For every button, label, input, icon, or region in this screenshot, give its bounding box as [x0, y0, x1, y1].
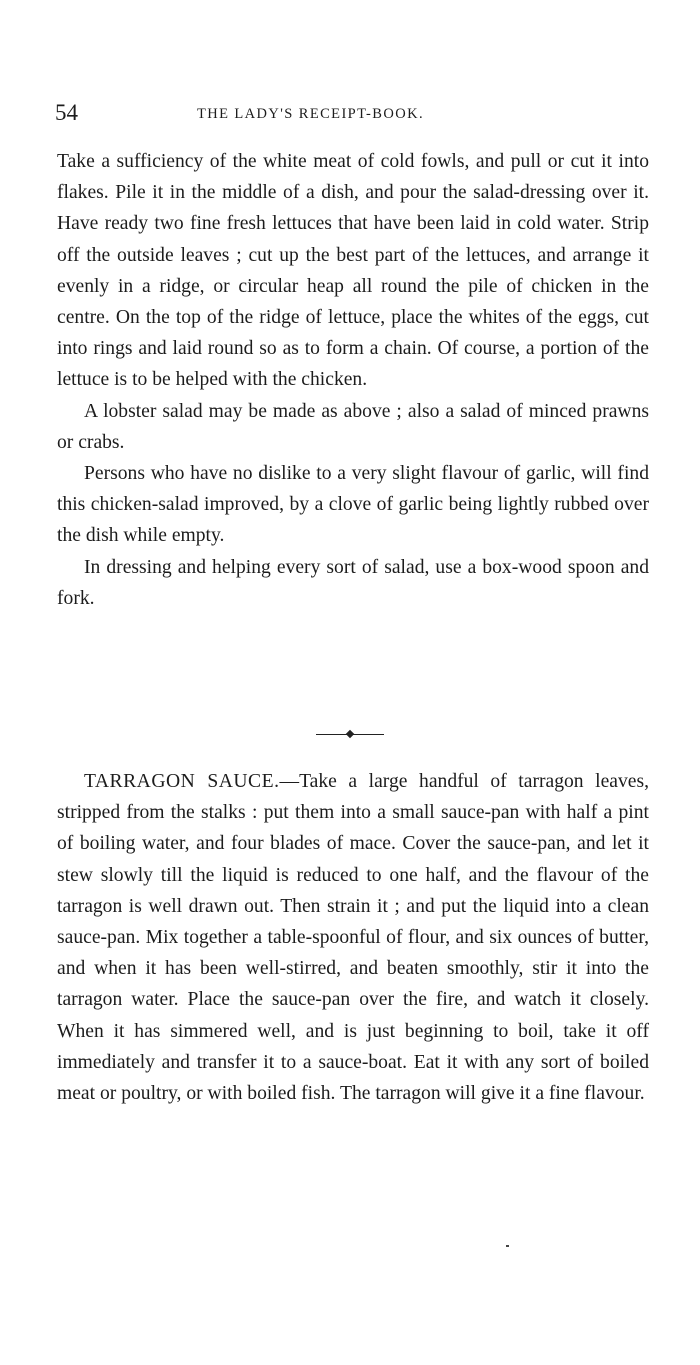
tarragon-sauce-text [57, 766, 649, 1109]
page-number: 54 [55, 100, 78, 125]
divider-diamond-icon [346, 730, 354, 738]
running-title: THE LADY'S RECEIPT-BOOK. [197, 106, 424, 122]
recipe-heading: TARRAGON SAUCE. [84, 771, 280, 792]
section-divider-ornament [316, 730, 384, 740]
recipe-body: —Take a large handful of tarragon leaves, stripped from the stalks : put them into a small sauce-pan with half a pint of boiling water, and four blades of mace. Cover the sauce-pan, and let it stew slowly till the liquid is reduced to one half, and the flavour of the tarragon is well drawn out. Then strain it ; and put the liquid into a clean sauce-pan. Mix together a table-spoonful of flour, and six ounces of butter, and when it has been well-stirred, and beaten smoothly, stir it into the tarragon water. Place the sauce-pan over the fire, and watch it closely. When it has simmered well, and is just beginning to boil, take it off immediately and transfer it to a sauce-boat. Eat it with any sort of boiled meat or poultry, or with boiled fish. The tarragon will give it a fine flavour. [57, 771, 649, 1105]
paragraph-tarragon-sauce [57, 766, 649, 1109]
paragraph-lobster-salad: A lobster salad may be made as above ; also a salad of minced prawns or crabs. [57, 400, 649, 453]
print-speck [506, 1245, 509, 1247]
paragraph-garlic-note: Persons who have no dislike to a very slight flavour of garlic, will find this chicken-salad improved, by a clove of garlic being lightly rubbed over the dish while empty. [57, 463, 649, 547]
paragraph-chicken-salad-method: Take a sufficiency of the white meat of cold fowls, and pull or cut it into flakes. Pile it in the middle of a dish, and pour the salad-dressing over it. Have ready two fine fresh lettuces that have been laid in cold water. Strip off the outside leaves ; cut up the best part of the lettuces, and arrange it evenly in a ridge, or circular heap all round the pile of chicken in the centre. On the top of the ridge of lettuce, place the whites of the eggs, cut into rings and laid round so as to form a chain. Of course, a portion of the lettuce is to be helped with the chicken. [57, 151, 649, 391]
paragraph-boxwood-spoon: In dressing and helping every sort of salad, use a box-wood spoon and fork. [57, 556, 649, 609]
page-header [55, 100, 655, 132]
chicken-salad-text [57, 146, 649, 614]
